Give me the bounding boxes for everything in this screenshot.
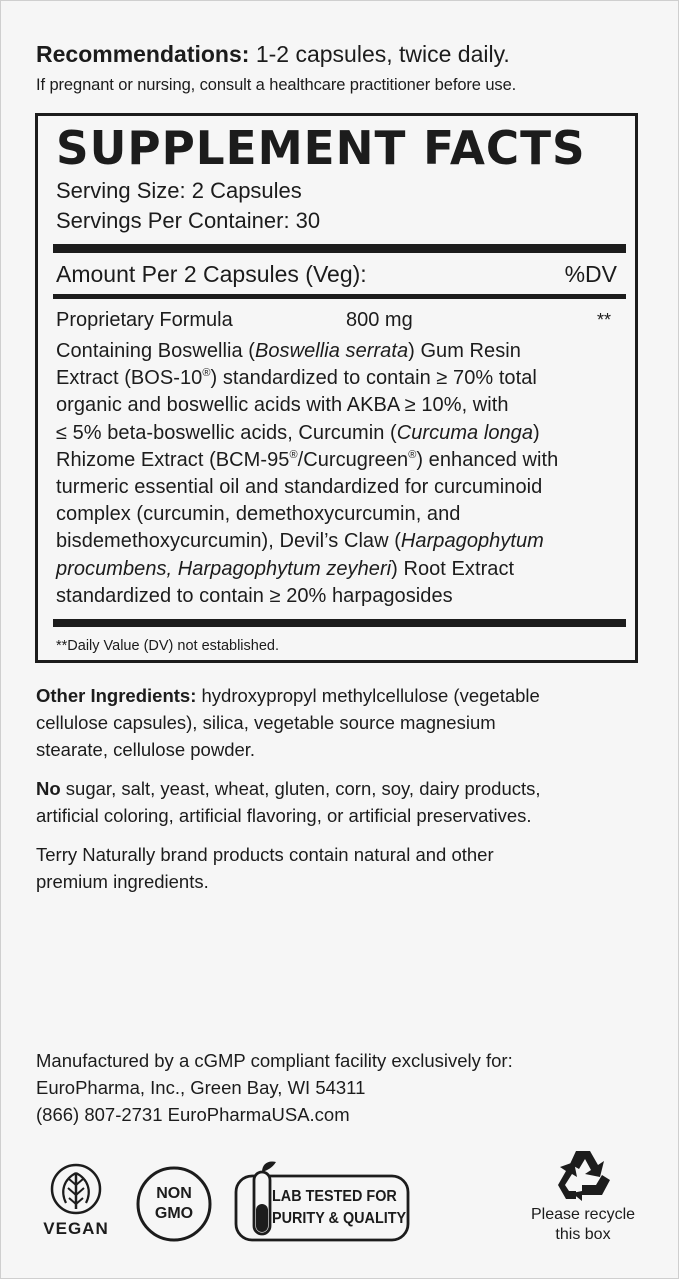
pregnancy-warning: If pregnant or nursing, consult a healthcare practitioner before use. [36,76,517,94]
ingredient-line: turmeric essential oil and standardized for curcuminoid [56,476,543,499]
amount-header-row [56,259,617,289]
leaf-icon [36,1163,116,1219]
non-gmo-text: NON GMO [154,1185,194,1222]
divider-bottom [53,619,626,627]
registered-mark: ® [289,448,298,461]
registered-mark: ® [202,367,211,380]
recommendations-section [36,40,659,96]
ingredient-line: ≤ 5% beta-boswellic acids, Curcumin (Curcuma longa) [56,421,540,444]
servings-per-container: Servings Per Container: 30 [56,208,321,233]
supplement-facts-panel [35,113,638,663]
formula-dv: ** [596,310,611,330]
recycle-text: Please recycle this box [530,1206,636,1243]
ingredient-line: Extract (BOS-10®) standardized to contain ≥ 70% total [56,367,537,390]
dv-header: %DV [564,261,617,287]
other-ingredients-label: Other Ingredients: [36,685,197,706]
other-ingredients: Other Ingredients: hydroxypropyl methylcellulose (vegetable cellulose capsules), silica, vegetable source magnesium stearate, cellulose powder. [36,685,540,760]
dv-footnote: **Daily Value (DV) not established. [56,638,279,654]
serving-info [56,176,320,236]
recommendations-label: Recommendations: [36,41,250,67]
ingredient-line: complex (curcumin, demethoxycurcumin, and [56,503,461,526]
ingredient-line: procumbens, Harpagophytum zeyheri) Root Extract [56,557,515,580]
formula-row [56,307,617,333]
no-label: No [36,778,61,799]
formula-ingredients [56,338,623,610]
recycle-icon [552,1147,614,1205]
recommendations-line [36,40,659,68]
formula-amount: 800 mg [346,309,413,331]
formula-name: Proprietary Formula [56,309,233,331]
lab-tested-text: LAB TESTED FOR PURITY & QUALITY [272,1188,407,1227]
brand-note: Terry Naturally brand products contain natural and other premium ingredients. [36,844,494,892]
ingredient-line: bisdemethoxycurcumin), Devil’s Claw (Harpagophytum [56,530,544,553]
free-from-statement: No sugar, salt, yeast, wheat, gluten, corn, soy, dairy products, artificial coloring, artificial flavoring, or artificial preservatives. [36,778,541,826]
registered-mark: ® [408,448,417,461]
serving-size: Serving Size: 2 Capsules [56,178,302,203]
divider-thick [53,244,626,253]
ingredient-line: organic and boswellic acids with AKBA ≥ 10%, with [56,394,509,417]
manufacturer-info: Manufactured by a cGMP compliant facility exclusively for: EuroPharma, Inc., Green Bay, WI 54311 (866) 807-2731 EuroPharmaUSA.com [36,1047,513,1128]
divider-medium [53,294,626,299]
amount-header: Amount Per 2 Capsules (Veg): [56,261,367,287]
ingredient-line: Containing Boswellia (Boswellia serrata) Gum Resin [56,340,521,362]
recommendations-text: 1-2 capsules, twice daily. [249,41,510,67]
vegan-label: VEGAN [43,1219,109,1238]
ingredient-line: standardized to contain ≥ 20% harpagosides [56,584,453,607]
contact-line: (866) 807-2731 EuroPharmaUSA.com [36,1104,350,1125]
facts-title: SUPPLEMENT FACTS [56,121,586,175]
ingredient-line: Rhizome Extract (BCM-95®/Curcugreen®) enhanced with [56,448,559,471]
